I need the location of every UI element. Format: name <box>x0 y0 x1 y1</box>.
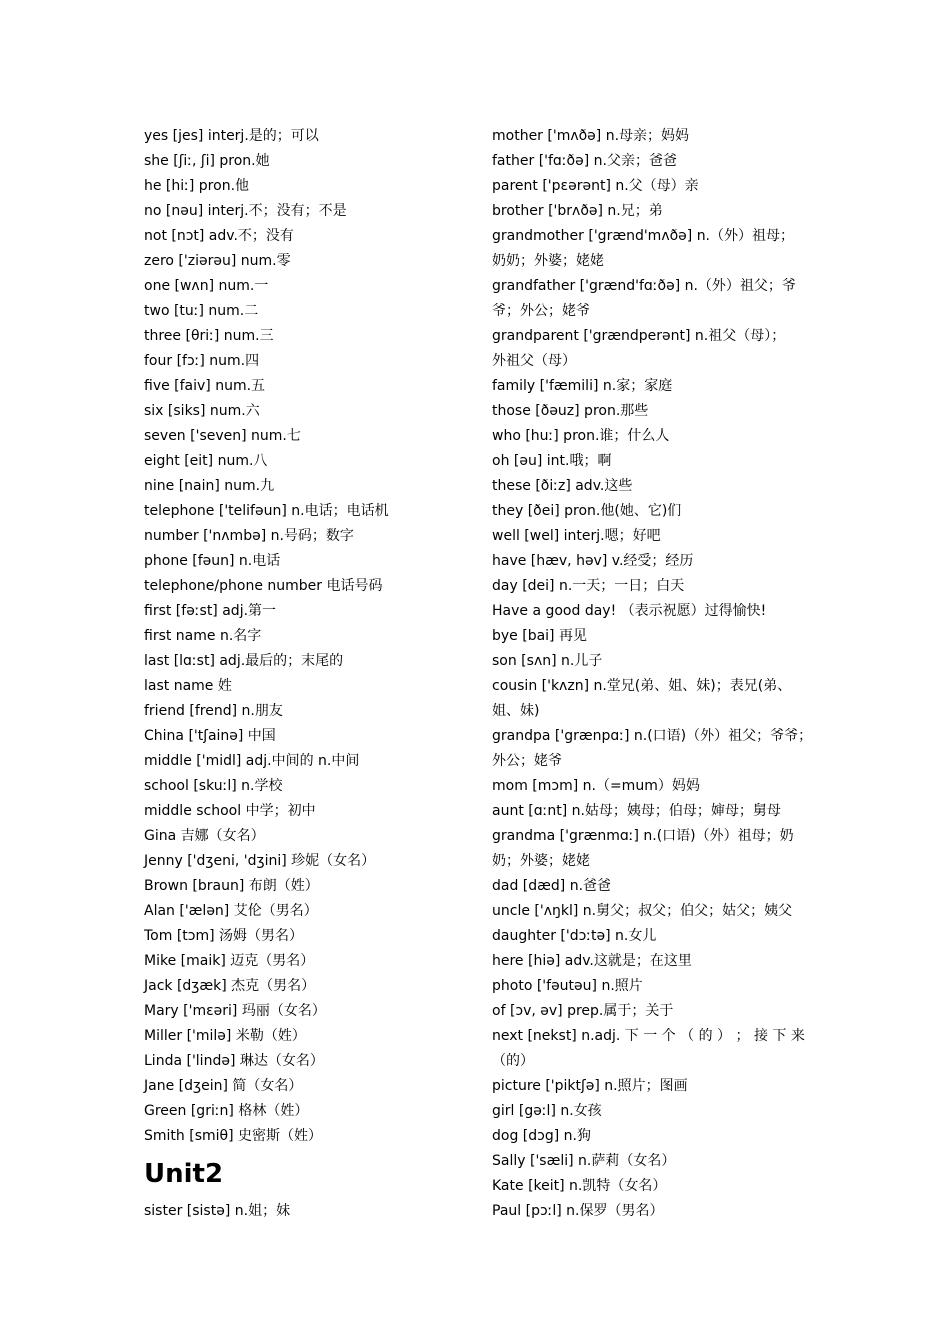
vocab-line: those [ðəuz] pron.那些 <box>492 403 649 419</box>
vocab-line: 奶；外婆；姥姥 <box>492 853 590 869</box>
vocab-line: aunt [ɑːnt] n.姑母；姨母；伯母；婶母；舅母 <box>492 803 781 819</box>
vocab-entry: four [fɔː] num.四 <box>144 353 260 369</box>
vocab-entry: zero ['ziərəu] num.零 <box>144 253 291 269</box>
vocab-entry: middle school 中学；初中 <box>144 803 316 819</box>
vocab-entry: Alan ['ælən] 艾伦（男名） <box>144 903 318 919</box>
vocab-entry: six [siks] num.六 <box>144 403 260 419</box>
vocab-line: 奶奶；外婆；姥姥 <box>492 253 604 269</box>
vocab-line: 外祖父（母） <box>492 353 576 369</box>
vocab-line: grandmother ['grænd'mʌðə] n.（外）祖母； <box>492 228 795 244</box>
vocab-entry: school [skuːl] n.学校 <box>144 778 283 794</box>
vocab-entry: last name 姓 <box>144 678 232 694</box>
vocab-line: photo ['fəutəu] n.照片 <box>492 978 643 994</box>
vocab-line: 外公；姥爷 <box>492 753 562 769</box>
vocab-line: grandfather ['grænd'fɑːðə] n.（外）祖父；爷 <box>492 278 796 294</box>
vocab-entry: nine [nain] num.九 <box>144 478 275 494</box>
vocab-entry: two [tuː] num.二 <box>144 303 259 319</box>
vocab-entry: number ['nʌmbə] n.号码；数字 <box>144 528 354 544</box>
vocab-line: dog [dɔg] n.狗 <box>492 1128 591 1144</box>
vocab-line: Paul [pɔːl] n.保罗（男名） <box>492 1203 664 1219</box>
vocab-line: dad [dæd] n.爸爸 <box>492 878 612 894</box>
vocab-line: 姐、妹) <box>492 703 540 719</box>
vocab-entry: seven ['seven] num.七 <box>144 428 301 444</box>
vocab-entry: Mary ['mεəri] 玛丽（女名） <box>144 1003 326 1019</box>
vocab-entry: five [faiv] num.五 <box>144 378 266 394</box>
vocab-entry: eight [eit] num.八 <box>144 453 268 469</box>
vocab-entry: first name n.名字 <box>144 628 262 644</box>
vocab-line: have [hæv, həv] v.经受；经历 <box>492 553 694 569</box>
vocab-entry: sister [sistə] n.姐；妹 <box>144 1203 291 1219</box>
vocab-line: girl [gəːl] n.女孩 <box>492 1103 602 1119</box>
vocab-entry: Mike [maik] 迈克（男名） <box>144 953 315 969</box>
vocab-entry: friend [frend] n.朋友 <box>144 703 283 719</box>
vocab-line: grandma ['grænmɑː] n.(口语)（外）祖母；奶 <box>492 828 794 844</box>
vocab-line: Kate [keit] n.凯特（女名） <box>492 1178 667 1194</box>
vocab-line: Sally ['sæli] n.萨莉（女名） <box>492 1153 676 1169</box>
unit-heading: Unit2 <box>144 1159 224 1189</box>
vocab-line: （的） <box>492 1053 534 1069</box>
vocab-entry: first [fəːst] adj.第一 <box>144 603 277 619</box>
vocab-line: daughter ['dɔːtə] n.女儿 <box>492 928 657 944</box>
vocab-entry: yes [jes] interj.是的；可以 <box>144 128 319 144</box>
vocab-line: father ['fɑːðə] n.父亲；爸爸 <box>492 153 677 169</box>
vocab-entry: no [nəu] interj.不；没有；不是 <box>144 203 347 219</box>
vocab-entry: she [ʃiː, ʃi] pron.她 <box>144 153 270 169</box>
vocab-entry: Jack [dʒæk] 杰克（男名） <box>144 978 316 994</box>
vocab-line: oh [əu] int.哦；啊 <box>492 453 612 469</box>
vocab-entry: middle ['midl] adj.中间的 n.中间 <box>144 753 360 769</box>
vocab-line: son [sʌn] n.儿子 <box>492 653 603 669</box>
vocab-line: day [dei] n.一天；一日；白天 <box>492 578 685 594</box>
vocab-entry: one [wʌn] num.一 <box>144 278 269 294</box>
vocab-line: mom [mɔm] n.（=mum）妈妈 <box>492 778 700 794</box>
vocab-line: these [ðiːz] adv.这些 <box>492 478 633 494</box>
vocab-line: parent ['pεərənt] n.父（母）亲 <box>492 178 699 194</box>
right-vocabulary-column <box>492 124 817 1224</box>
vocab-line: mother ['mʌðə] n.母亲；妈妈 <box>492 128 690 144</box>
vocab-line: of [ɔv, əv] prep.属于；关于 <box>492 1003 674 1019</box>
vocab-entry: Gina 吉娜（女名） <box>144 828 265 844</box>
vocab-line: they [ðei] pron.他(她、它)们 <box>492 503 682 519</box>
vocab-line: grandparent ['grændperənt] n.祖父（母）； <box>492 328 786 344</box>
vocab-entry: Brown [braun] 布朗（姓） <box>144 878 319 894</box>
vocab-entry: Tom [tɔm] 汤姆（男名） <box>144 928 304 944</box>
vocab-entry: Smith [smiθ] 史密斯（姓） <box>144 1128 322 1144</box>
vocab-entry: telephone/phone number 电话号码 <box>144 578 383 594</box>
vocab-line: next [nekst] n.adj. 下 一 个 （ 的 ） ； 接 下 来 <box>492 1028 805 1044</box>
vocab-entry: not [nɔt] adv.不；没有 <box>144 228 294 244</box>
vocab-line: Have a good day! （表示祝愿）过得愉快! <box>492 603 767 619</box>
vocab-line: picture ['piktʃə] n.照片；图画 <box>492 1078 688 1094</box>
vocab-line: bye [bai] 再见 <box>492 628 587 644</box>
vocab-line: grandpa ['grænpɑː] n.(口语)（外）祖父；爷爷； <box>492 728 813 744</box>
vocab-line: well [wel] interj.嗯；好吧 <box>492 528 661 544</box>
vocab-entry: Miller ['milə] 米勒（姓） <box>144 1028 306 1044</box>
vocab-entry: Linda ['lində] 琳达（女名） <box>144 1053 324 1069</box>
vocab-entry: telephone ['telifəun] n.电话；电话机 <box>144 503 389 519</box>
vocab-entry: he [hiː] pron.他 <box>144 178 250 194</box>
vocab-line: cousin ['kʌzn] n.堂兄(弟、姐、妹)；表兄(弟、 <box>492 678 792 694</box>
vocab-entry: phone [fəun] n.电话 <box>144 553 281 569</box>
vocab-entry: three [θriː] num.三 <box>144 328 274 344</box>
vocab-entry: China ['tʃainə] 中国 <box>144 728 276 744</box>
vocab-line: brother ['brʌðə] n.兄；弟 <box>492 203 663 219</box>
vocab-line: who [huː] pron.谁；什么人 <box>492 428 670 444</box>
vocab-line: family ['fæmili] n.家；家庭 <box>492 378 673 394</box>
vocab-entry: last [lɑːst] adj.最后的；末尾的 <box>144 653 344 669</box>
vocab-line: uncle ['ʌŋkl] n.舅父；叔父；伯父；姑父；姨父 <box>492 903 793 919</box>
vocab-line: here [hiə] adv.这就是；在这里 <box>492 953 692 969</box>
left-vocabulary-column <box>144 124 464 1224</box>
vocab-entry: Green [griːn] 格林（姓） <box>144 1103 309 1119</box>
vocab-entry: Jenny ['dʒeni, 'dʒini] 珍妮（女名） <box>144 853 376 869</box>
vocab-entry: Jane [dʒein] 简（女名） <box>144 1078 303 1094</box>
vocab-line: 爷；外公；姥爷 <box>492 303 590 319</box>
